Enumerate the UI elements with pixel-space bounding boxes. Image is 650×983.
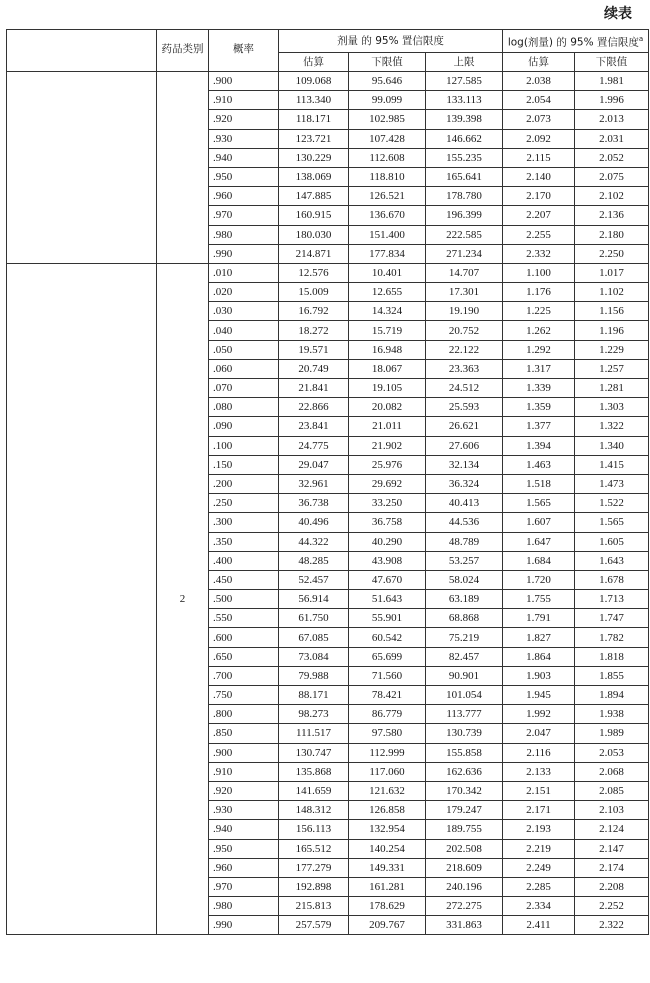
log-lower-cell: 2.147 [575,839,649,858]
log-estimate-cell: 2.054 [503,91,575,110]
dose-lower-cell: 97.580 [349,724,426,743]
dose-lower-cell: 121.632 [349,781,426,800]
log-estimate-cell: 2.038 [503,72,575,91]
dose-lower-cell: 10.401 [349,263,426,282]
dose-lower-cell: 99.099 [349,91,426,110]
dose-upper-cell: 165.641 [426,167,503,186]
log-lower-cell: 1.229 [575,340,649,359]
dose-lower-cell: 126.858 [349,801,426,820]
dose-upper-cell: 40.413 [426,494,503,513]
dose-estimate-cell: 111.517 [279,724,349,743]
probability-cell: .040 [209,321,279,340]
dose-lower-cell: 78.421 [349,686,426,705]
dose-upper-cell: 44.536 [426,513,503,532]
dose-estimate-cell: 98.273 [279,705,349,724]
log-lower-cell: 2.031 [575,129,649,148]
dose-estimate-cell: 44.322 [279,532,349,551]
dose-upper-cell: 331.863 [426,916,503,935]
log-lower-cell: 2.085 [575,781,649,800]
probability-cell: .650 [209,647,279,666]
dose-lower-cell: 177.834 [349,244,426,263]
dose-upper-cell: 218.609 [426,858,503,877]
category-cell [157,72,209,264]
log-lower-cell: 2.052 [575,148,649,167]
dose-lower-cell: 107.428 [349,129,426,148]
dose-estimate-cell: 215.813 [279,897,349,916]
dose-estimate-cell: 130.229 [279,148,349,167]
dose-estimate-cell: 15.009 [279,283,349,302]
dose-upper-cell: 155.858 [426,743,503,762]
log-estimate-cell: 1.225 [503,302,575,321]
dose-lower-cell: 16.948 [349,340,426,359]
log-lower-cell: 1.747 [575,609,649,628]
log-estimate-cell: 1.339 [503,379,575,398]
dose-ci-group-header [279,30,503,53]
dose-estimate-cell: 24.775 [279,436,349,455]
dose-estimate-cell: 56.914 [279,590,349,609]
log-estimate-cell: 1.992 [503,705,575,724]
dose-upper-cell: 202.508 [426,839,503,858]
dose-estimate-cell: 61.750 [279,609,349,628]
probability-cell: .910 [209,91,279,110]
dose-estimate-cell: 130.747 [279,743,349,762]
dose-upper-cell: 48.789 [426,532,503,551]
probability-cell: .930 [209,801,279,820]
log-lower-cell: 2.053 [575,743,649,762]
probability-cell: .990 [209,244,279,263]
probability-cell: .600 [209,628,279,647]
log-lower-cell: 1.196 [575,321,649,340]
log-lower-cell: 1.981 [575,72,649,91]
dose-lower-cell: 18.067 [349,359,426,378]
dose-estimate-cell: 67.085 [279,628,349,647]
dose-lower-cell: 55.901 [349,609,426,628]
table-body [7,72,649,935]
dose-estimate-cell: 40.496 [279,513,349,532]
dose-estimate-cell: 118.171 [279,110,349,129]
dose-lower-cell: 132.954 [349,820,426,839]
probability-cell: .300 [209,513,279,532]
log-estimate-cell: 1.463 [503,455,575,474]
log-lower-cell: 1.855 [575,666,649,685]
dose-upper-cell: 240.196 [426,877,503,896]
probability-cell: .200 [209,474,279,493]
dose-upper-cell: 53.257 [426,551,503,570]
dose-estimate-cell: 19.571 [279,340,349,359]
dose-estimate-cell: 52.457 [279,570,349,589]
dose-estimate-cell: 214.871 [279,244,349,263]
probability-cell: .900 [209,743,279,762]
dose-lower-cell: 151.400 [349,225,426,244]
table-row [7,72,649,91]
log-lower-cell: 1.605 [575,532,649,551]
log-estimate-cell: 2.332 [503,244,575,263]
dose-estimate-cell: 32.961 [279,474,349,493]
dose-estimate-cell: 16.792 [279,302,349,321]
dose-estimate-cell: 23.841 [279,417,349,436]
probability-cell: .550 [209,609,279,628]
log-estimate-cell: 1.565 [503,494,575,513]
dose-estimate-cell: 48.285 [279,551,349,570]
dose-estimate-cell: 138.069 [279,167,349,186]
dose-lower-cell: 136.670 [349,206,426,225]
dose-estimate-cell: 141.659 [279,781,349,800]
probability-cell: .090 [209,417,279,436]
dose-lower-cell: 65.699 [349,647,426,666]
dose-estimate-cell: 192.898 [279,877,349,896]
log-lower-cell: 1.340 [575,436,649,455]
probability-cell: .920 [209,781,279,800]
log-estimate-cell: 2.116 [503,743,575,762]
dose-upper-cell: 162.636 [426,762,503,781]
probability-cell: .800 [209,705,279,724]
dose-estimate-cell: 109.068 [279,72,349,91]
dose-upper-cell: 139.398 [426,110,503,129]
dose-upper-cell: 133.113 [426,91,503,110]
probability-cell: .850 [209,724,279,743]
log-estimate-cell: 1.903 [503,666,575,685]
dose-upper-cell: 178.780 [426,187,503,206]
probability-cell: .060 [209,359,279,378]
dose-estimate-cell: 148.312 [279,801,349,820]
dose-upper-cell: 146.662 [426,129,503,148]
log-estimate-cell: 1.945 [503,686,575,705]
log-estimate-cell: 2.249 [503,858,575,877]
probability-cell: .750 [209,686,279,705]
category-cell: 2 [157,263,209,935]
probability-cell: .940 [209,820,279,839]
probability-cell: .450 [209,570,279,589]
dose-estimate-cell: 165.512 [279,839,349,858]
log-lower-cell: 1.565 [575,513,649,532]
dose-upper-cell: 272.275 [426,897,503,916]
dose-upper-cell: 222.585 [426,225,503,244]
dose-lower-cell: 25.976 [349,455,426,474]
dose-estimate-cell: 88.171 [279,686,349,705]
continued-label: 续表 [604,6,632,22]
dose-estimate-cell: 21.841 [279,379,349,398]
dose-upper-cell: 17.301 [426,283,503,302]
log-lower-cell: 1.818 [575,647,649,666]
probability-cell: .350 [209,532,279,551]
dose-lower-cell: 40.290 [349,532,426,551]
probability-cell: .030 [209,302,279,321]
log-estimate-cell: 2.170 [503,187,575,206]
probability-cell: .700 [209,666,279,685]
dose-estimate-cell: 180.030 [279,225,349,244]
log-dose-ci-group-label: log(剂量) 的 95% 置信限度 [507,36,639,49]
log-estimate-cell: 1.394 [503,436,575,455]
dose-lower-cell: 118.810 [349,167,426,186]
log-estimate-cell: 1.684 [503,551,575,570]
log-lower-cell: 1.017 [575,263,649,282]
probability-cell: .080 [209,398,279,417]
probability-cell: .150 [209,455,279,474]
dose-ci-group-label: 剂量 的 95% 置信限度 [337,35,444,47]
log-lower-cell: 2.124 [575,820,649,839]
log-dose-ci-group-header [503,30,649,53]
log-lower-cell: 1.102 [575,283,649,302]
dose-upper-cell: 196.399 [426,206,503,225]
dose-lower-cell: 140.254 [349,839,426,858]
dose-lower-cell: 19.105 [349,379,426,398]
dose-upper-cell: 170.342 [426,781,503,800]
log-lower-cell: 2.136 [575,206,649,225]
log-lower-cell: 2.068 [575,762,649,781]
log-estimate-cell: 2.285 [503,877,575,896]
log-estimate-cell: 2.171 [503,801,575,820]
probability-cell: .980 [209,225,279,244]
log-lower-cell: 2.102 [575,187,649,206]
log-estimate-cell: 2.115 [503,148,575,167]
dose-estimate-cell: 123.721 [279,129,349,148]
probability-cell: .020 [209,283,279,302]
dose-upper-cell: 24.512 [426,379,503,398]
dose-lower-cell: 112.999 [349,743,426,762]
dose-lower-cell: 178.629 [349,897,426,916]
dose-upper-cell: 22.122 [426,340,503,359]
log-estimate-cell: 1.827 [503,628,575,647]
dose-upper-header: 上限 [426,53,503,72]
probability-cell: .900 [209,72,279,91]
confidence-limits-table [6,29,649,935]
probability-cell: .400 [209,551,279,570]
log-lower-cell: 1.415 [575,455,649,474]
probability-cell: .950 [209,167,279,186]
log-estimate-cell: 2.193 [503,820,575,839]
log-estimate-cell: 2.073 [503,110,575,129]
probability-cell: .930 [209,129,279,148]
dose-upper-cell: 127.585 [426,72,503,91]
log-estimate-cell: 2.219 [503,839,575,858]
dose-estimate-cell: 20.749 [279,359,349,378]
dose-lower-cell: 21.902 [349,436,426,455]
log-lower-cell: 1.322 [575,417,649,436]
probability-cell: .050 [209,340,279,359]
dose-lower-cell: 12.655 [349,283,426,302]
dose-upper-cell: 189.755 [426,820,503,839]
log-lower-cell: 2.013 [575,110,649,129]
dose-upper-cell: 26.621 [426,417,503,436]
blank-header-cell [7,30,157,72]
log-estimate-cell: 2.255 [503,225,575,244]
log-estimate-cell: 2.334 [503,897,575,916]
log-estimate-cell: 1.755 [503,590,575,609]
probability-cell: .950 [209,839,279,858]
dose-estimate-cell: 147.885 [279,187,349,206]
dose-lower-cell: 112.608 [349,148,426,167]
dose-lower-cell: 47.670 [349,570,426,589]
probability-cell: .980 [209,897,279,916]
dose-lower-cell: 209.767 [349,916,426,935]
log-lower-cell: 2.208 [575,877,649,896]
dose-lower-cell: 102.985 [349,110,426,129]
log-lower-cell: 2.250 [575,244,649,263]
log-estimate-cell: 2.411 [503,916,575,935]
probability-cell: .970 [209,206,279,225]
probability-cell: .990 [209,916,279,935]
log-estimate-cell: 1.317 [503,359,575,378]
dose-lower-cell: 161.281 [349,877,426,896]
log-estimate-cell: 1.176 [503,283,575,302]
dose-upper-cell: 130.739 [426,724,503,743]
dose-lower-cell: 14.324 [349,302,426,321]
log-lower-cell: 1.522 [575,494,649,513]
log-estimate-cell: 2.133 [503,762,575,781]
dose-lower-cell: 117.060 [349,762,426,781]
dose-upper-cell: 82.457 [426,647,503,666]
dose-lower-cell: 71.560 [349,666,426,685]
log-lower-cell: 2.252 [575,897,649,916]
dose-estimate-cell: 113.340 [279,91,349,110]
probability-cell: .010 [209,263,279,282]
dose-estimate-cell: 29.047 [279,455,349,474]
dose-lower-header: 下限值 [349,53,426,72]
dose-upper-cell: 155.235 [426,148,503,167]
log-estimate-cell: 1.100 [503,263,575,282]
probability-cell: .910 [209,762,279,781]
log-lower-cell: 1.996 [575,91,649,110]
log-lower-cell: 2.075 [575,167,649,186]
log-estimate-cell: 1.720 [503,570,575,589]
log-estimate-cell: 2.151 [503,781,575,800]
log-estimate-cell: 1.262 [503,321,575,340]
dose-lower-cell: 29.692 [349,474,426,493]
log-estimate-cell: 1.607 [503,513,575,532]
dose-lower-cell: 51.643 [349,590,426,609]
dose-lower-cell: 86.779 [349,705,426,724]
dose-upper-cell: 23.363 [426,359,503,378]
dose-estimate-cell: 177.279 [279,858,349,877]
dose-upper-cell: 19.190 [426,302,503,321]
dose-lower-cell: 33.250 [349,494,426,513]
log-lower-cell: 1.281 [575,379,649,398]
dose-estimate-cell: 73.084 [279,647,349,666]
table-row [7,263,649,282]
probability-cell: .070 [209,379,279,398]
dose-estimate-cell: 156.113 [279,820,349,839]
log-lower-cell: 1.894 [575,686,649,705]
dose-estimate-cell: 257.579 [279,916,349,935]
probability-cell: .500 [209,590,279,609]
dose-estimate-cell: 36.738 [279,494,349,513]
log-estimate-cell: 1.791 [503,609,575,628]
category-header: 药品类别 [157,30,209,72]
log-estimate-cell: 2.207 [503,206,575,225]
log-lower-cell: 1.473 [575,474,649,493]
dose-estimate-cell: 18.272 [279,321,349,340]
probability-cell: .940 [209,148,279,167]
dose-estimate-cell: 160.915 [279,206,349,225]
dose-lower-cell: 15.719 [349,321,426,340]
log-estimate-cell: 1.377 [503,417,575,436]
log-estimate-cell: 2.047 [503,724,575,743]
dose-lower-cell: 126.521 [349,187,426,206]
log-lower-cell: 1.156 [575,302,649,321]
dose-upper-cell: 271.234 [426,244,503,263]
dose-lower-cell: 20.082 [349,398,426,417]
dose-lower-cell: 21.011 [349,417,426,436]
blank-cell [7,263,157,935]
log-lower-cell: 2.174 [575,858,649,877]
dose-estimate-cell: 22.866 [279,398,349,417]
dose-upper-cell: 20.752 [426,321,503,340]
dose-estimate-header: 估算 [279,53,349,72]
probability-header: 概率 [209,30,279,72]
dose-upper-cell: 27.606 [426,436,503,455]
log-lower-cell: 1.989 [575,724,649,743]
log-lower-cell: 2.322 [575,916,649,935]
dose-upper-cell: 68.868 [426,609,503,628]
dose-upper-cell: 75.219 [426,628,503,647]
dose-estimate-cell: 12.576 [279,263,349,282]
log-lower-header: 下限值 [575,53,649,72]
dose-upper-cell: 25.593 [426,398,503,417]
log-estimate-cell: 2.140 [503,167,575,186]
log-lower-cell: 1.257 [575,359,649,378]
log-lower-cell: 1.678 [575,570,649,589]
log-estimate-header: 估算 [503,53,575,72]
dose-upper-cell: 36.324 [426,474,503,493]
log-lower-cell: 2.103 [575,801,649,820]
dose-upper-cell: 113.777 [426,705,503,724]
log-estimate-cell: 1.359 [503,398,575,417]
dose-upper-cell: 90.901 [426,666,503,685]
dose-upper-cell: 58.024 [426,570,503,589]
dose-lower-cell: 60.542 [349,628,426,647]
dose-lower-cell: 43.908 [349,551,426,570]
dose-lower-cell: 95.646 [349,72,426,91]
dose-lower-cell: 36.758 [349,513,426,532]
probability-cell: .960 [209,858,279,877]
log-lower-cell: 1.782 [575,628,649,647]
blank-cell [7,72,157,264]
dose-upper-cell: 179.247 [426,801,503,820]
probability-cell: .970 [209,877,279,896]
log-estimate-cell: 1.518 [503,474,575,493]
log-estimate-cell: 1.647 [503,532,575,551]
dose-estimate-cell: 79.988 [279,666,349,685]
probability-cell: .960 [209,187,279,206]
probability-cell: .920 [209,110,279,129]
log-estimate-cell: 2.092 [503,129,575,148]
dose-upper-cell: 63.189 [426,590,503,609]
probability-cell: .100 [209,436,279,455]
log-lower-cell: 1.938 [575,705,649,724]
log-lower-cell: 1.713 [575,590,649,609]
dose-upper-cell: 101.054 [426,686,503,705]
dose-estimate-cell: 135.868 [279,762,349,781]
log-estimate-cell: 1.864 [503,647,575,666]
log-lower-cell: 1.643 [575,551,649,570]
log-lower-cell: 1.303 [575,398,649,417]
footnote-marker: a [638,35,644,44]
probability-cell: .250 [209,494,279,513]
log-lower-cell: 2.180 [575,225,649,244]
dose-upper-cell: 32.134 [426,455,503,474]
log-estimate-cell: 1.292 [503,340,575,359]
dose-upper-cell: 14.707 [426,263,503,282]
header-row-1 [7,30,649,53]
dose-lower-cell: 149.331 [349,858,426,877]
